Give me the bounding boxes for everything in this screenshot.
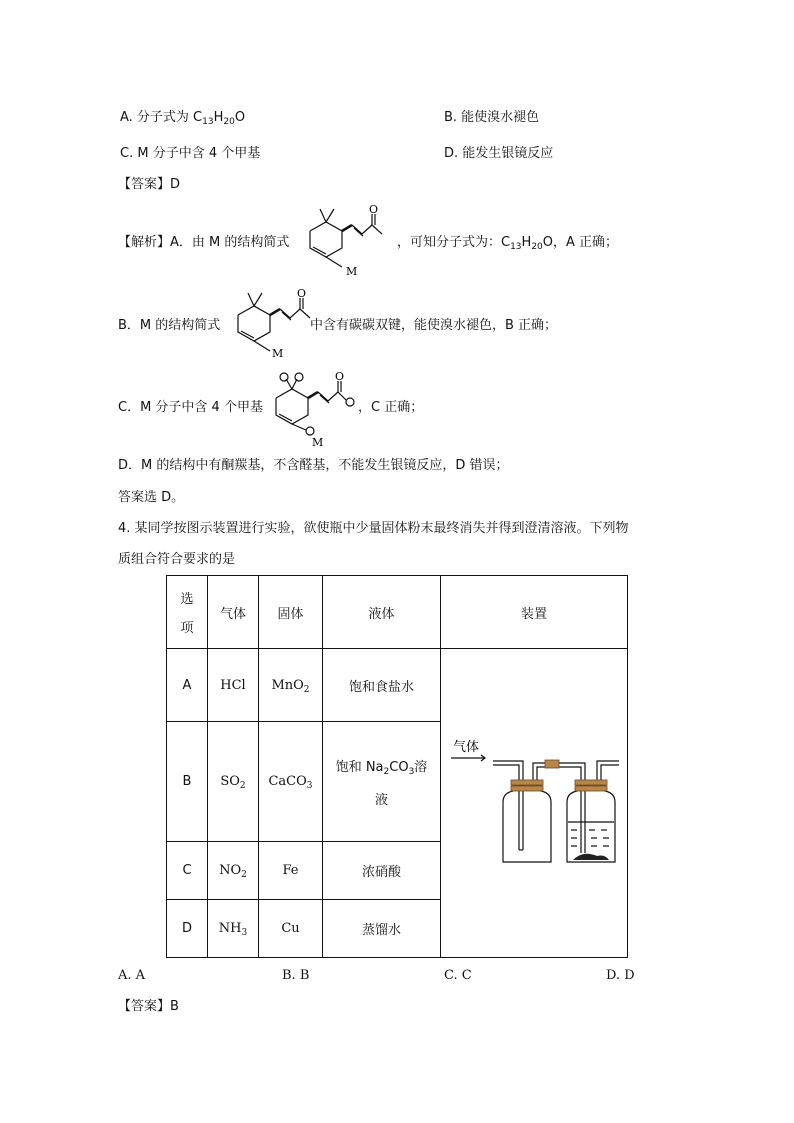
row-b-option: B bbox=[167, 722, 208, 842]
analysis-c-text: ，C 正确； bbox=[358, 400, 424, 415]
analysis-c-prefix: C．M 分子中含 4 个甲基 bbox=[118, 400, 263, 415]
row-c-option: C bbox=[167, 842, 208, 900]
svg-text:O: O bbox=[369, 203, 379, 216]
row-b-solid: CaCO$_3$ bbox=[259, 722, 323, 842]
row-b-liquid: 饱和 $Na_2CO_3$溶 液 bbox=[323, 722, 441, 842]
header-gas: 气体 bbox=[208, 576, 259, 649]
svg-text:O: O bbox=[335, 370, 345, 383]
choice-d: D. D bbox=[606, 968, 635, 983]
row-a-option: A bbox=[167, 649, 208, 722]
structure-m-a bbox=[300, 203, 400, 281]
option-d: D. 能发生银镜反应 bbox=[444, 146, 554, 161]
option-c: C. M 分子中含 4 个甲基 bbox=[120, 146, 261, 161]
apparatus-cell bbox=[441, 649, 628, 958]
row-c-solid: Fe bbox=[259, 842, 323, 900]
header-option: 选 项 bbox=[167, 576, 208, 649]
choice-b: B. B bbox=[282, 968, 310, 983]
row-c-gas: $NO_2$ bbox=[208, 842, 259, 900]
analysis-b-prefix: B．M 的结构简式 bbox=[118, 318, 221, 333]
question4-line1: 4. 某同学按图示装置进行实验，欲使瓶中少量固体粉末最终消失并得到澄清溶液。下列物 bbox=[118, 521, 629, 536]
row-a-liquid: 饱和食盐水 bbox=[323, 649, 441, 722]
analysis-b-text: 中含有碳碳双键，能使溴水褪色，B 正确； bbox=[310, 318, 558, 333]
svg-text:M: M bbox=[272, 347, 284, 360]
table-row bbox=[167, 649, 628, 722]
choice-c: C. C bbox=[444, 968, 472, 983]
question4-line2: 质组合符合要求的是 bbox=[118, 552, 236, 567]
row-a-solid: MnO$_2$ bbox=[259, 649, 323, 722]
option-a: A. 分子式为 $C_{13}H_{20}O$ bbox=[120, 110, 246, 127]
answer-label: 【答案】D bbox=[118, 177, 181, 192]
svg-text:O: O bbox=[297, 287, 307, 300]
row-d-liquid: 蒸馏水 bbox=[323, 900, 441, 958]
header-liquid: 液体 bbox=[323, 576, 441, 649]
option-b: B. 能使溴水褪色 bbox=[444, 110, 540, 125]
row-d-solid: Cu bbox=[259, 900, 323, 958]
choice-a: A. A bbox=[118, 968, 146, 983]
answer2-label: 【答案】B bbox=[118, 999, 179, 1014]
analysis-conclusion: 答案选 D。 bbox=[118, 490, 185, 505]
row-d-option: D bbox=[167, 900, 208, 958]
analysis-d: D．M 的结构中有酮羰基，不含醛基，不能发生银镜反应，D 错误； bbox=[118, 458, 509, 473]
svg-text:M: M bbox=[312, 436, 324, 449]
row-c-liquid: 浓硝酸 bbox=[323, 842, 441, 900]
svg-text:气体: 气体 bbox=[453, 740, 480, 755]
row-a-gas: HCl bbox=[208, 649, 259, 722]
row-b-gas: $SO_2$ bbox=[208, 722, 259, 842]
apparatus-diagram bbox=[441, 650, 627, 956]
options-table bbox=[166, 575, 628, 958]
analysis-a-formula: ，可知分子式为：$C_{13}H_{20}O$，A 正确； bbox=[397, 235, 619, 252]
analysis-a-prefix: 【解析】A．由 M 的结构简式 bbox=[118, 235, 290, 250]
header-solid: 固体 bbox=[259, 576, 323, 649]
row-d-gas: $NH_3$ bbox=[208, 900, 259, 958]
svg-text:M: M bbox=[346, 265, 358, 278]
header-apparatus: 装置 bbox=[441, 576, 628, 649]
structure-m-c bbox=[266, 370, 366, 450]
